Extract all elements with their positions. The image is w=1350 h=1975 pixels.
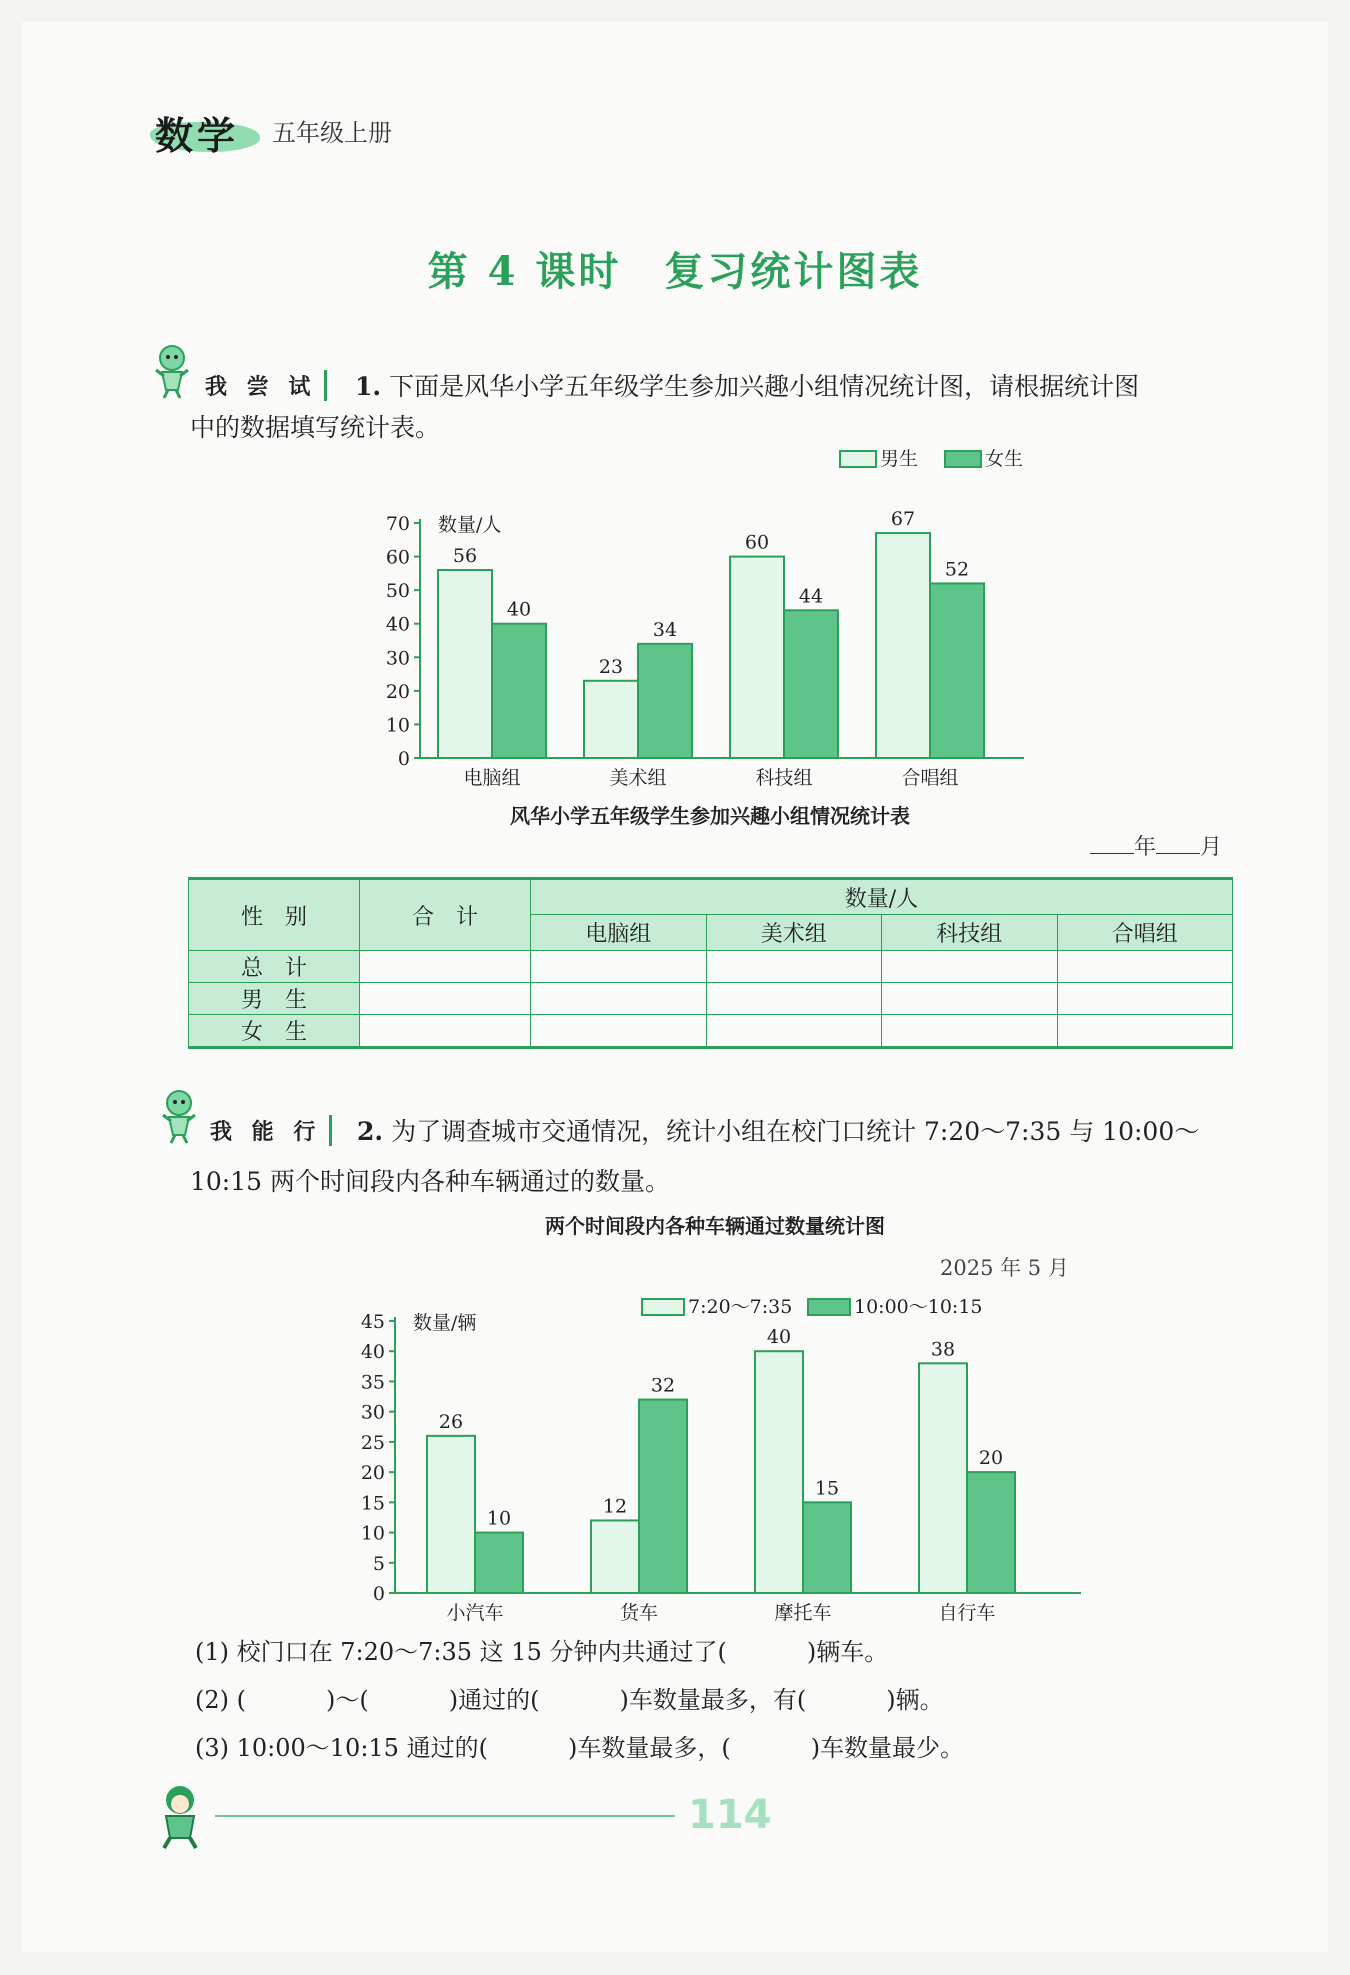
category-label: 合唱组 <box>901 767 959 789</box>
y-tick-label: 45 <box>360 1311 385 1333</box>
sub-question-1 <box>195 1632 888 1667</box>
header-group-computer: 电脑组 <box>531 915 707 951</box>
y-tick-label: 5 <box>372 1552 385 1575</box>
sub3-text-b: )车数量最多，( <box>567 1734 731 1762</box>
bar-value-label: 20 <box>978 1447 1004 1470</box>
grade-label: 五年级上册 <box>272 119 392 147</box>
y-tick-label: 40 <box>360 1341 385 1364</box>
legend-label: 10:00～10:15 <box>854 1296 983 1318</box>
chart2-title: 两个时间段内各种车辆通过数量统计图 <box>545 1214 885 1238</box>
bar-series1 <box>591 1520 639 1593</box>
header-group-science: 科技组 <box>882 915 1058 951</box>
legend-label: 女生 <box>985 448 1024 470</box>
category-label: 电脑组 <box>463 767 521 789</box>
sub-question-3 <box>195 1728 964 1763</box>
chart2-date: 2025 年 5 月 <box>940 1256 1069 1280</box>
bar-value-label: 56 <box>452 545 478 567</box>
sub2-text-d: )车数量最多，有( <box>619 1686 807 1714</box>
category-label: 摩托车 <box>774 1602 832 1624</box>
y-tick-label: 40 <box>385 613 410 636</box>
can-do-badge: 我 能 行 <box>210 1115 332 1146</box>
y-tick-label: 20 <box>360 1462 385 1485</box>
sub2-text-a: (2) ( <box>195 1686 246 1714</box>
lesson-title: 第 4 课时 复习统计图表 <box>427 248 923 295</box>
bar-value-label: 26 <box>438 1410 464 1433</box>
q2-text-line1: 为了调查城市交通情况，统计小组在校门口统计 7:20～7:35 与 10:00～ <box>391 1117 1200 1146</box>
y-tick-label: 15 <box>360 1492 385 1515</box>
sub3-text-a: (3) 10:00～10:15 通过的( <box>195 1734 488 1762</box>
year-label: 年 <box>1134 835 1157 860</box>
y-tick-label: 30 <box>360 1401 385 1424</box>
category-label: 自行车 <box>938 1602 996 1624</box>
bar-value-label: 10 <box>486 1507 512 1530</box>
bar-series2 <box>639 1400 687 1593</box>
page-number: 114 <box>688 1792 772 1838</box>
q1-number: 1. <box>355 372 382 401</box>
bar-series1 <box>919 1363 967 1593</box>
y-tick-label: 25 <box>360 1431 385 1454</box>
legend-swatch <box>808 1299 850 1315</box>
y-tick-label: 30 <box>385 647 410 670</box>
y-tick-label: 70 <box>385 513 410 535</box>
bar-series1 <box>755 1351 803 1593</box>
bar-series2 <box>967 1472 1015 1593</box>
bar-value-label: 34 <box>652 618 678 641</box>
y-tick-label: 35 <box>360 1371 385 1394</box>
bar-value-label: 15 <box>814 1477 840 1500</box>
header-quantity: 数量/人 <box>531 879 1233 915</box>
row-label-girls: 女 生 <box>189 1015 360 1048</box>
bar-value-label: 52 <box>944 558 970 581</box>
subject-title: 数学 <box>155 114 240 158</box>
y-tick-label: 50 <box>385 580 410 603</box>
try-badge: 我 尝 试 <box>205 370 327 401</box>
table-caption: 风华小学五年级学生参加兴趣小组情况统计表 <box>510 804 910 828</box>
legend-label: 7:20～7:35 <box>688 1296 793 1318</box>
legend-label: 男生 <box>880 448 919 470</box>
sub-question-2 <box>195 1680 944 1715</box>
q2-number: 2. <box>357 1117 384 1146</box>
sub2-text-b: )～( <box>326 1686 369 1714</box>
y-tick-label: 0 <box>397 748 410 770</box>
header-total: 合 计 <box>360 879 531 951</box>
bar-series2 <box>803 1502 851 1593</box>
header-group-choir: 合唱组 <box>1057 915 1233 951</box>
footer-mascot-icon <box>150 1780 210 1850</box>
y-tick-label: 0 <box>372 1583 385 1605</box>
sub2-text-c: )通过的( <box>448 1686 540 1714</box>
bar-value-label: 32 <box>650 1374 676 1397</box>
y-tick-label: 10 <box>360 1522 385 1545</box>
category-label: 货车 <box>619 1602 659 1624</box>
category-label: 科技组 <box>755 767 813 789</box>
header-gender: 性 别 <box>189 879 360 951</box>
y-tick-label: 20 <box>385 680 410 703</box>
q1-text-line1: 下面是风华小学五年级学生参加兴趣小组情况统计图，请根据统计图 <box>389 372 1140 401</box>
bar-value-label: 40 <box>766 1326 792 1349</box>
row-label-boys: 男 生 <box>189 983 360 1015</box>
sub3-text-c: )车数量最少。 <box>810 1734 965 1762</box>
category-label: 小汽车 <box>446 1602 504 1624</box>
bar-value-label: 12 <box>602 1495 628 1518</box>
sub1-text-b: )辆车。 <box>806 1638 889 1666</box>
bar-series2 <box>475 1533 523 1593</box>
bar-value-label: 67 <box>890 508 916 531</box>
q1-text-line2: 中的数据填写统计表。 <box>190 413 441 442</box>
footer-line <box>215 1815 675 1817</box>
bar-value-label: 38 <box>930 1338 956 1361</box>
sub2-text-e: )辆。 <box>886 1686 944 1714</box>
bar-value-label: 23 <box>598 655 624 678</box>
legend-swatch <box>642 1299 684 1315</box>
bar-value-label: 40 <box>506 598 532 621</box>
y-axis-label: 数量/辆 <box>413 1312 477 1334</box>
q2-text-line2: 10:15 两个时间段内各种车辆通过的数量。 <box>190 1167 670 1196</box>
y-tick-label: 60 <box>385 546 410 569</box>
header-group-art: 美术组 <box>706 915 882 951</box>
month-label: 月 <box>1200 835 1223 860</box>
y-axis-label: 数量/人 <box>438 514 502 536</box>
bar-value-label: 44 <box>798 585 824 608</box>
bar-value-label: 60 <box>744 531 770 554</box>
row-label-total: 总 计 <box>189 951 360 983</box>
bar-series1 <box>427 1436 475 1593</box>
sub1-text-a: (1) 校门口在 7:20～7:35 这 15 分钟内共通过了( <box>195 1638 727 1666</box>
category-label: 美术组 <box>609 767 667 789</box>
y-tick-label: 10 <box>385 714 410 737</box>
